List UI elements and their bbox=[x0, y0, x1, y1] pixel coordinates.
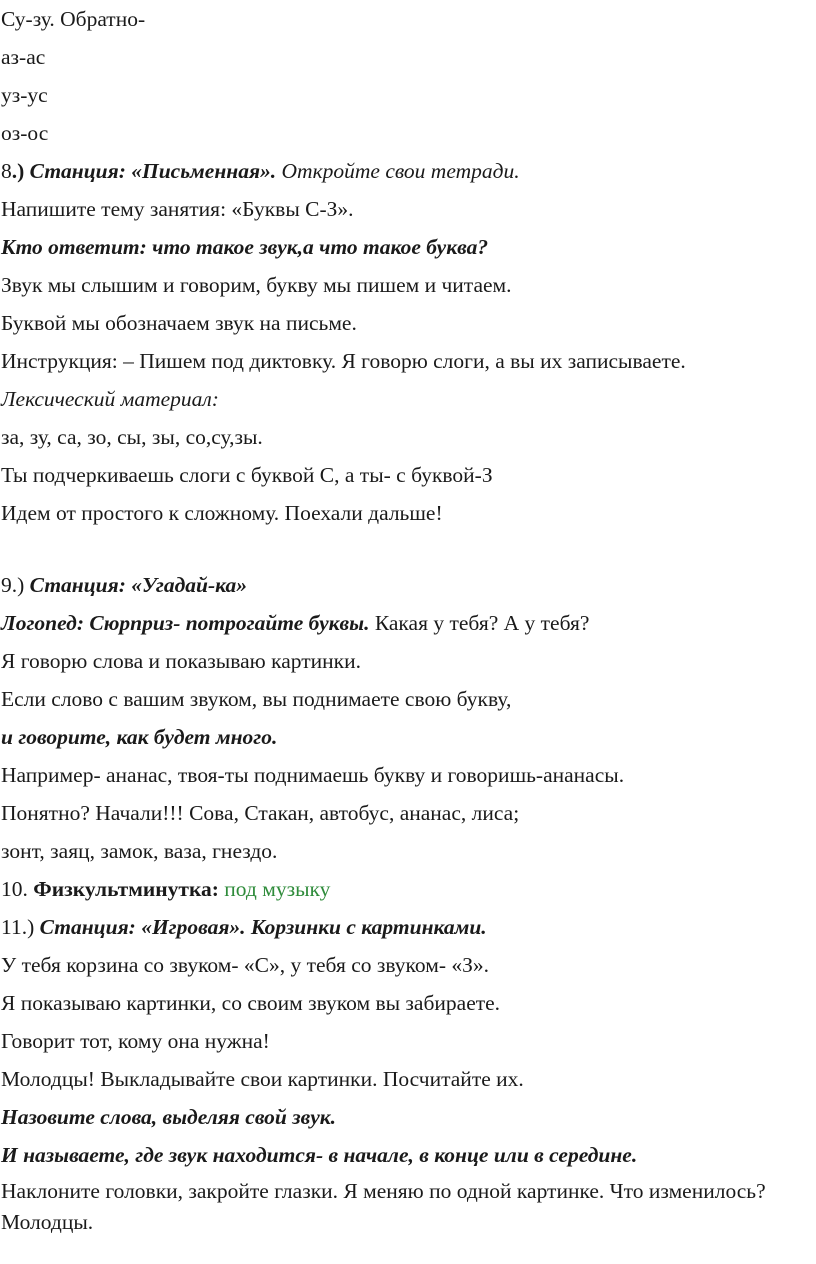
emphasis-line: и говорите, как будет много. bbox=[1, 725, 278, 749]
text-line: Я говорю слова и показываю картинки. bbox=[1, 649, 361, 673]
section-number: 9.) bbox=[1, 573, 25, 597]
station-8-heading bbox=[1, 152, 816, 190]
text-line: аз-ас bbox=[1, 45, 46, 69]
text-line: Инструкция: – Пишем под диктовку. Я говорю слоги, а вы их записываете. bbox=[1, 349, 686, 373]
text-line: Например- ананас, твоя-ты поднимаешь букву и говоришь-ананасы. bbox=[1, 763, 625, 787]
subheading-line: Лексический материал: bbox=[1, 387, 219, 411]
text-paragraph: Наклоните головки, закройте глазки. Я меняю по одной картинке. Что изменилось? Молодцы. bbox=[1, 1179, 766, 1234]
station-title: Станция: «Угадай-ка» bbox=[24, 573, 247, 597]
text-line: Говорит тот, кому она нужна! bbox=[1, 1029, 270, 1053]
music-note-text: под музыку bbox=[218, 877, 331, 901]
text-line: Понятно? Начали!!! Сова, Стакан, автобус, ананас, лиса; bbox=[1, 801, 520, 825]
question-line: Кто ответит: что такое звук,а что такое буква? bbox=[1, 235, 489, 259]
text-line: за, зу, са, зо, сы, зы, со,су,зы. bbox=[1, 425, 263, 449]
text-line: Буквой мы обозначаем звук на письме. bbox=[1, 311, 357, 335]
text-line: Я показываю картинки, со своим звуком вы забираете. bbox=[1, 991, 501, 1015]
emphasis-line: Назовите слова, выделяя свой звук. bbox=[1, 1105, 337, 1129]
station-instruction: Откройте свои тетради. bbox=[276, 159, 520, 183]
section-number-paren: .) bbox=[11, 159, 25, 183]
station-title: Станция: «Игровая». Корзинки с картинками. bbox=[34, 915, 487, 939]
station-9-heading bbox=[1, 566, 816, 604]
text-line: Ты подчеркиваешь слоги с буквой С, а ты- с буквой-З bbox=[1, 463, 493, 487]
text-line: уз-ус bbox=[1, 83, 48, 107]
section-number: 10. bbox=[1, 877, 34, 901]
text-line: У тебя корзина со звуком- «С», у тебя со звуком- «З». bbox=[1, 953, 490, 977]
section-number: 11.) bbox=[1, 915, 35, 939]
text-line: зонт, заяц, замок, ваза, гнездо. bbox=[1, 839, 278, 863]
blank-line bbox=[1, 532, 816, 566]
section-title: Физкультминутка: bbox=[33, 877, 219, 901]
text-line: Напишите тему занятия: «Буквы С-З». bbox=[1, 197, 354, 221]
text-line bbox=[1, 604, 816, 642]
text-line: оз-ос bbox=[1, 121, 49, 145]
station-title: Станция: «Письменная». bbox=[24, 159, 277, 183]
emphasis-line: И называете, где звук находится- в начале, в конце или в середине. bbox=[1, 1143, 638, 1167]
text-span: Какая у тебя? А у тебя? bbox=[369, 611, 590, 635]
text-line: Идем от простого к сложному. Поехали дальше! bbox=[1, 501, 443, 525]
text-line: Если слово с вашим звуком, вы поднимаете свою букву, bbox=[1, 687, 512, 711]
speaker-label: Логопед: Сюрприз- потрогайте буквы. bbox=[1, 611, 370, 635]
section-number: 8 bbox=[1, 159, 12, 183]
text-line: Молодцы! Выкладывайте свои картинки. Посчитайте их. bbox=[1, 1067, 524, 1091]
text-line: Звук мы слышим и говорим, букву мы пишем и читаем. bbox=[1, 273, 512, 297]
section-10-heading bbox=[1, 870, 816, 908]
text-line: Су-зу. Обратно- bbox=[1, 7, 146, 31]
station-11-heading bbox=[1, 908, 816, 946]
